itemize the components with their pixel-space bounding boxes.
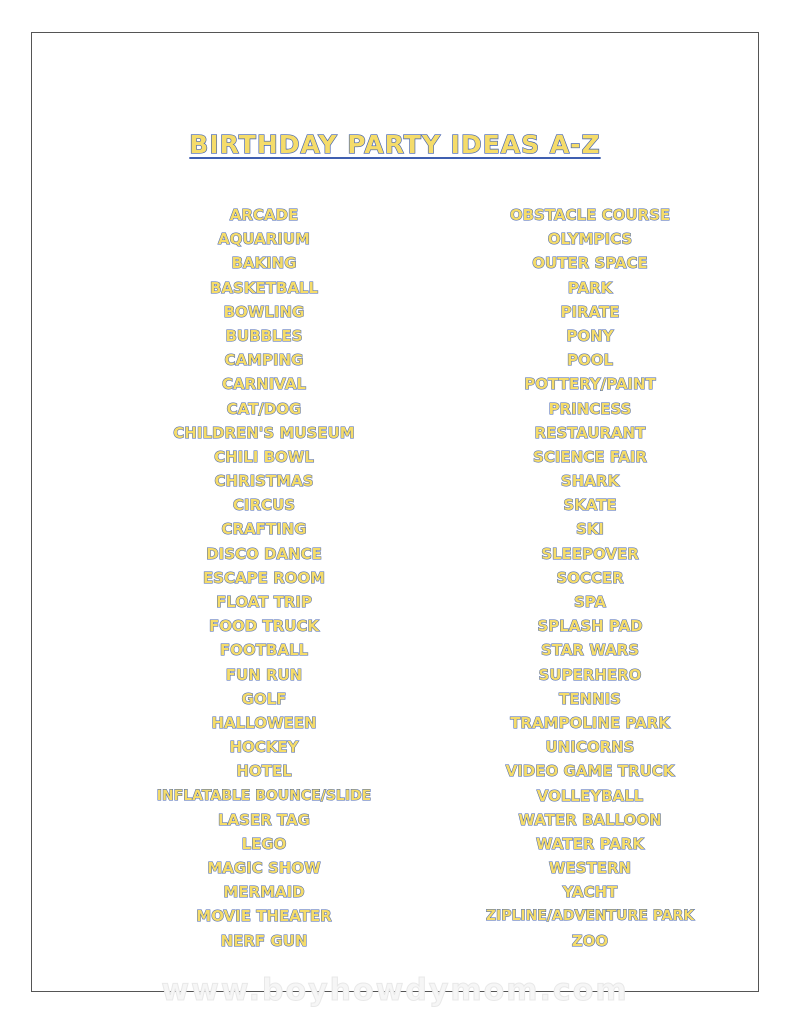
list-item: TRAMPOLINE PARK [510, 713, 670, 732]
list-item: PRINCESS [548, 399, 632, 418]
list-item: WATER BALLOON [518, 810, 662, 829]
list-item: HOTEL [236, 762, 292, 781]
list-item: VIDEO GAME TRUCK [505, 762, 675, 781]
list-item: CARNIVAL [221, 375, 307, 394]
list-item: CHILDREN'S MUSEUM [173, 423, 355, 442]
document-page [31, 32, 759, 1008]
list-item: ARCADE [229, 206, 299, 224]
list-item: SCIENCE FAIR [533, 447, 647, 466]
list-item: FLOAT TRIP [216, 593, 312, 611]
list-item: OBSTACLE COURSE [509, 206, 671, 224]
watermark: www.boyhowdymom.com [161, 973, 629, 1008]
list-item: BAKING [231, 254, 297, 273]
list-item: SOCCER [556, 568, 624, 587]
list-item: HOCKEY [229, 738, 299, 757]
ideas-list-right [440, 203, 740, 953]
list-item: NERF GUN [220, 931, 308, 950]
list-item: LASER TAG [218, 810, 310, 829]
list-item: MAGIC SHOW [207, 859, 321, 878]
list-item: SPA [573, 593, 607, 611]
list-item: ESCAPE ROOM [202, 568, 326, 587]
list-item: SHARK [560, 472, 620, 491]
list-item: INFLATABLE BOUNCE/SLIDE [156, 787, 372, 804]
list-item: POOL [566, 351, 614, 370]
list-item: BOWLING [223, 302, 305, 321]
list-item: ZIPLINE/ADVENTURE PARK [485, 908, 695, 925]
list-item: FUN RUN [225, 665, 303, 684]
list-item: OLYMPICS [547, 230, 633, 249]
list-item: CHRISTMAS [214, 472, 314, 491]
list-item: GOLF [241, 689, 287, 708]
list-item: CHILI BOWL [214, 447, 314, 466]
list-item: CRAFTING [221, 520, 307, 539]
list-item: AQUARIUM [218, 230, 310, 249]
list-item: FOOD TRUCK [208, 617, 320, 636]
list-item: BUBBLES [225, 326, 303, 345]
list-item: WESTERN [548, 859, 632, 878]
list-item: LEGO [241, 834, 287, 853]
list-item: WATER PARK [536, 834, 644, 853]
list-item: MOVIE THEATER [196, 907, 332, 926]
list-item: RESTAURANT [534, 423, 646, 442]
list-item: TENNIS [559, 689, 621, 708]
list-item: PONY [566, 326, 614, 345]
ideas-list-left [114, 203, 414, 953]
page-title: BIRTHDAY PARTY IDEAS A-Z [189, 130, 601, 159]
list-item: OUTER SPACE [532, 254, 648, 273]
list-item: FOOTBALL [219, 641, 309, 660]
list-item: YACHT [562, 883, 618, 902]
list-item: PARK [567, 278, 613, 297]
list-item: ZOO [571, 931, 609, 950]
list-item: CAMPING [224, 351, 304, 370]
list-item: SLEEPOVER [541, 544, 639, 563]
list-item: POTTERY/PAINT [524, 375, 656, 394]
list-item: PIRATE [560, 302, 620, 321]
list-item: SKI [575, 520, 604, 539]
list-item: DISCO DANCE [206, 544, 322, 563]
list-item: SUPERHERO [538, 665, 642, 684]
list-item: HALLOWEEN [211, 713, 317, 732]
list-item: VOLLEYBALL [536, 786, 644, 805]
list-item: MERMAID [223, 883, 305, 902]
list-item: BASKETBALL [209, 278, 319, 297]
list-item: UNICORNS [545, 738, 635, 757]
list-item: STAR WARS [540, 641, 640, 660]
list-item: SPLASH PAD [537, 617, 643, 636]
list-item: SKATE [563, 496, 617, 515]
list-item: CIRCUS [232, 496, 296, 515]
list-item: CAT/DOG [226, 399, 302, 418]
